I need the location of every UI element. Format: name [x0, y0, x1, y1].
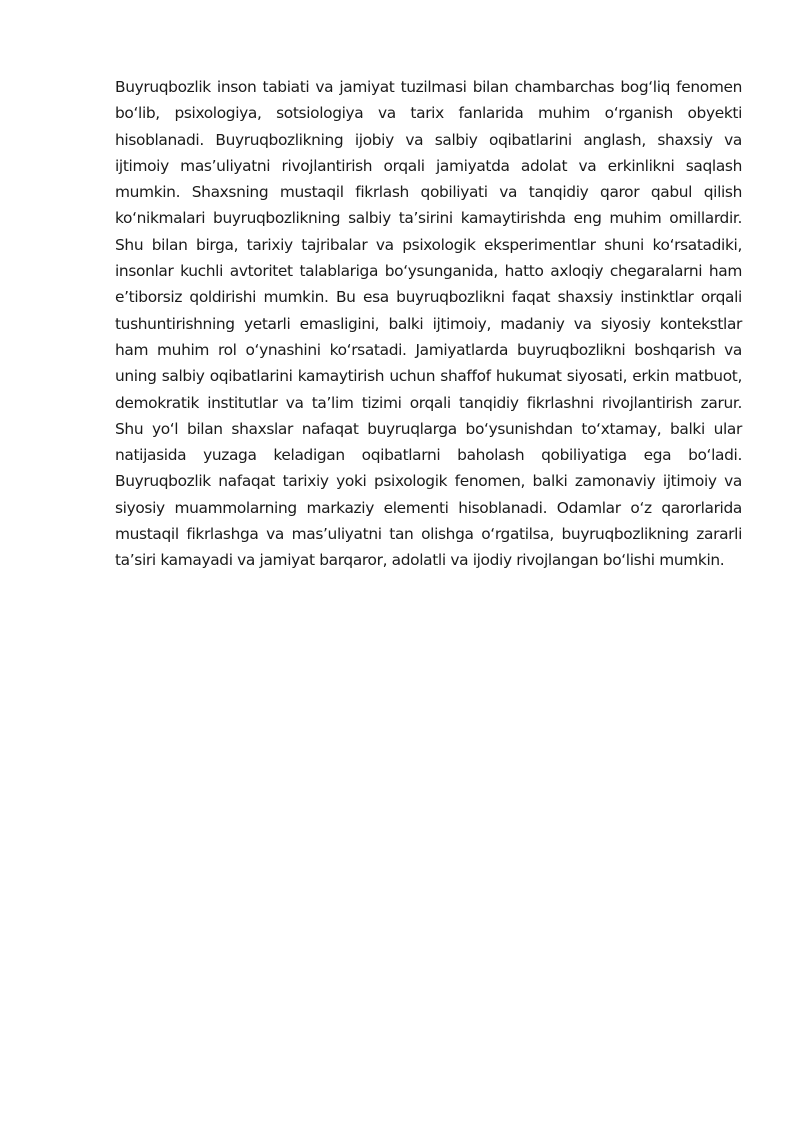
body-paragraph: Buyruqbozlik inson tabiati va jamiyat tuzilmasi bilan chambarchas bog‘liq fenomen bo‘lib, psixologiya, sotsiologiya va tarix fanlarida muhim o‘rganish obyekti hisoblanadi. Buyruqbozlikning ijobiy va salbiy oqibatlarini anglash, shaxsiy va ijtimoiy mas’uliyatni rivojlantirish orqali jamiyatda adolat va erkinlikni saqlash mumkin. Shaxsning mustaqil fikrlash qobiliyati va tanqidiy qaror qabul qilish ko‘nikmalari buyruqbozlikning salbiy ta’sirini kamaytirishda eng muhim omillardir. Shu bilan birga, tarixiy tajribalar va psixologik eksperimentlar shuni ko‘rsatadiki, insonlar kuchli avtoritet talablariga bo‘ysunganida, hatto axloqiy chegaralarni ham e’tiborsiz qoldirishi mumkin. Bu esa buyruqbozlikni faqat shaxsiy instinktlar orqali tushuntirishning yetarli emasligini, balki ijtimoiy, madaniy va siyosiy kontekstlar ham muhim rol o‘ynashini ko‘rsatadi. Jamiyatlarda buyruqbozlikni boshqarish va uning salbiy oqibatlarini kamaytirish uchun shaffof hukumat siyosati, erkin matbuot, demokratik institutlar va ta’lim tizimi orqali tanqidiy fikrlashni rivojlantirish zarur. Shu yo‘l bilan shaxslar nafaqat buyruqlarga bo‘ysunishdan to‘xtamay, balki ular natijasida yuzaga keladigan oqibatlarni baholash qobiliyatiga ega bo‘ladi. Buyruqbozlik nafaqat tarixiy yoki psixologik fenomen, balki zamonaviy ijtimoiy va siyosiy muammolarning markaziy elementi hisoblanadi. Odamlar o‘z qarorlarida mustaqil fikrlashga va mas’uliyatni tan olishga o‘rgatilsa, buyruqbozlikning zararli ta’siri kamayadi va jamiyat barqaror, adolatli va ijodiy rivojlangan bo‘lishi mumkin.	[115, 78, 742, 570]
